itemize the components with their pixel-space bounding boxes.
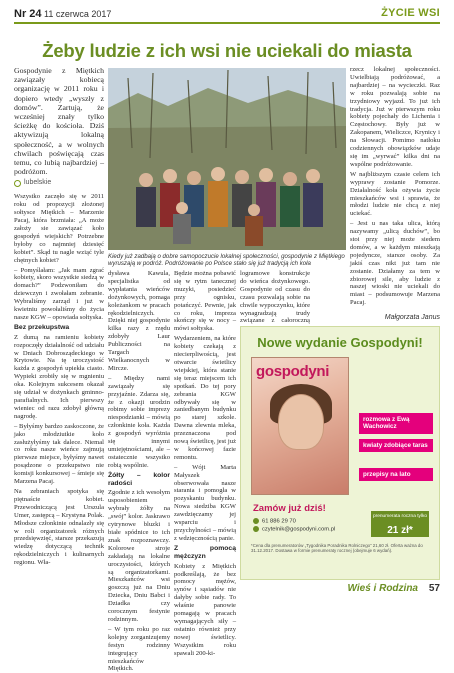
group-photo-image <box>108 68 346 250</box>
region-text: lubelskie <box>24 179 52 187</box>
magazine-cover <box>251 357 349 495</box>
issue-date: 11 czerwca 2017 <box>44 9 112 19</box>
paragraph: Wydarzeniem, na które kobiety czekają z niecierpliwością, jest otwarcie świetlicy wiejskiej, która stanie się teraz miejscem ich spotkań. Do tej pory zebrania KGW odbywały się w zaniedbanym budynku po starej szkole. Dawna zlewnia mleka, przeznaczona pod nową świetlicę, jest już w końcowej fazie remontu. <box>174 335 236 461</box>
ad-title: Nowe wydanie Gospodyni! <box>257 335 423 350</box>
group-photo <box>108 68 346 250</box>
paragraph: – Byłyśmy bardzo zaskoczone, że jako młodziutkie koło zasłużyłyśmy tak dalece. Niemal co roku nasze wieńce zajmują pierwsze miejsce, byłyśmy nawet posądzone o przekupstwo nie komisji konkursowej – śmieje się Marzena Pacaj. <box>14 422 104 486</box>
phone-icon <box>253 518 259 524</box>
ad-tag-interview: rozmowa z Ewą Wachowicz <box>359 413 433 434</box>
paragraph: – W tym roku po raz kolejny zorganizujemy festyn rodzinny integrujący mieszkańców Miętkich. <box>108 625 170 673</box>
ad-tag-flowers: kwiaty zdobiące taras <box>359 439 433 452</box>
ad-footnote: *Cena dla prenumeratorów „Tygodnika Poradnika Rolniczego” 21,60 zł. Oferta ważna do 31.12.2017. Dostawa w formie prenumeraty rocznej (obejmuje 6 wydań). <box>251 543 423 554</box>
issue-number: Nr 24 <box>14 8 42 20</box>
section-title: ŻYCIE WSI <box>381 7 440 19</box>
paragraph: Na zebraniach spotyka się piętnaście kobiet. Przewodniczącą jest Urszula Umer, zastępcą – Krystyna Polak. Młodsze członkinie odnalazły się w roli organizatorek różnych przedsięwzięć, starsze przekazują wiedzę dotyczącą technik rękodzielniczych i kulinarnych regionu. Wła- <box>14 487 104 567</box>
order-now-text[interactable]: Zamów już dziś! <box>253 503 326 514</box>
footer-brand: Wieś i Rodzina <box>347 583 418 594</box>
issue-info <box>14 8 111 20</box>
column-5 <box>350 66 440 312</box>
paragraph: Z dumą na ramieniu kobiety rozpoczęły działalność od udziału w Dniach Dobrosządeckiego w Krytowie. Na tę uroczystość każda z gospodyń upiekła ciasto. Wypieki zrobiły się w mgnieniu oka. Kolejnym sukcesem okazał się udział w dożynkach gminno-parafialnych. Ich pierwszy wieniec od razu zdobył główną nagrodę. <box>14 333 104 420</box>
cover-logo: gospodyni <box>256 363 330 380</box>
location-pin-icon <box>14 180 21 187</box>
subheading: Bez przekupstwa <box>14 323 70 331</box>
paragraph: logramowe konstrukcje do wieńca dożynkowego. Gospodynie od czasu do czasu pozwalają sobie na chwile wypoczynku, które wynagradzają trudy związane z całoroczną <box>240 270 310 325</box>
column-1 <box>14 66 104 594</box>
cover-portrait <box>278 394 324 450</box>
price-label: prenumerata roczna tylko <box>372 514 428 519</box>
page-number: 57 <box>428 583 440 594</box>
photo-caption: Kiedy już zadbają o dobre samopoczucie lokalnej społeczności, gospodynie z Miętkiego wyruszają w podróż. Podróżowanie po Polsce stało się już tradycją ich koła <box>108 253 345 268</box>
paragraph: – Wójt Marta Małyszek obserwowała nasze starania i pomogła w pozyskaniu budynku. Nowa siedziba KGW zawdzięczamy jej wsparciu i przychylności – mówią z wdzięcznością panie. <box>174 463 236 542</box>
paragraph: Wszystko zaczęło się w 2011 roku od propozycji złożonej sołtysce Miętkich – Marzenie Pacaj, która brzmiała: „A może założy sie zawiązać koło gospodyń wiejskich? Potrzebne byłoby co najmniej dziesięć kobiet”. Skąd tu nagle wziąć tyle chętnych kobiet? <box>14 193 104 264</box>
paragraph: – Jest u nas taka ulica, którą nazywamy „ulicą duchów”, bo stoi przy niej może siedem domów, a w każdym mieszkają pojedyncze, starsze osoby. Za jakiś czas nikt już tam nie zostanie. Działamy za tem w zbiorowej sile, aby ludzie z naszej wioski nie uciekali do miast – podsumowuje Marzena Pacaj. <box>350 220 440 307</box>
ad-email[interactable]: czytelnik@gospodyni.com.pl <box>262 526 336 533</box>
ad-phone[interactable]: 61 886 29 70 <box>262 518 296 525</box>
ad-tag-recipes: przepisy na lato <box>359 468 433 481</box>
paragraph: rzecz lokalnej społeczności. Uwielbiają podróżować, a najbardziej – na wycieczki. Raz w roku pozwalają sobie na trzydniowy wyjazd. To już ich tradycja. Już w pierwszym roku kobiety pojechały do Lichenia i Częstochowy. Były już w Zakopanem, Wieliczce, Krynicy i na Słowacji. Pomimo natłoku codziennych obowiązków udaje się im „wyrwać” kilka dni na wspólne podróżowanie. <box>350 66 440 168</box>
article-lead: Gospodynie z Miętkich zawiązały kobiecą organizację w 2011 roku i dopiero wtedy „wyszły z domów”. Zartują, że wcześniej znały tylko ścieżkę do kościoła. Dziś aktywizują lokalną społeczność, a w wolnych chwilach poświęcają czas temu, co lubią najbardziej – podróżom. <box>14 66 104 177</box>
paragraph: Kobiety z Miętkich podkreślają, że bez pomocy mężów, synów i sąsiadów nie dałyby sobie rady. To właśnie panowie pomagają w pracach wymagających siły – ostatnio również przy nowej świetlicy. Wszystkim roku spawali 200-ki- <box>174 562 236 657</box>
paragraph: dysława Kawula, specjalistka od wypłatania wieńców dożynkowych, pomaga koleżankom w pracach rękodzielniczych. Dzięki niej gospodynie kilka razy z rzędu zdobyły Laur Publiczności na Targach Wielkanocnych w Mircze. <box>108 270 170 372</box>
paragraph: – Pomyślałam: „Jak mam zgrać kobiety, skoro wszystkie siedzą w domach?” Podzwoniłam do dziewczyn i zwołałam zebranie. Wybraliśmy zarząd i już w kwietniu powołaliśmy do życia nasze KGW – opowiada sołtyska. <box>14 266 104 321</box>
column-2 <box>108 270 170 673</box>
header-divider <box>14 22 440 24</box>
paragraph: – Między nami zawiązały się przyjaźnie. Zdarza się, że z okazji urodzin robimy sobie imprezy niespodzianki – mówią członkinie koła. Każda z gospodyń wyróżnia się innymi umiejętnościami, ale – ostatecznie wszystko robią wspólnie. <box>108 374 170 469</box>
region-label <box>14 179 104 187</box>
paragraph: Zgodnie z ich wesołym usposobieniem wybrały żółty na „swój” kolor. Jaskrawo cytrynowe bluzki i białe spódnice to ich znak rozpoznawczy. Kolorowe stroje zakładają na lokalne uroczystości, których są organizatorkami. Mieszkańców wsi goszczą już na Dniu Dziecka, Dniu Babci i Dziadka czy corocznym festynie rodzinnym. <box>108 489 170 623</box>
article-headline: Żeby ludzie z ich wsi nie uciekali do miasta <box>42 40 412 61</box>
paragraph: Będzie można pobawić się w rytm tanecznej muzyki, posiedzieć przy ognisku, potańczyć. Pewnie, jak co roku, impreza skończy się w nocy – mówi sołtyska. <box>174 270 236 333</box>
article-author: Małgorzata Janus <box>384 314 440 321</box>
ad-contact <box>253 518 335 535</box>
column-3 <box>174 270 236 657</box>
price-value: 21 zł* <box>387 524 413 536</box>
email-icon <box>253 526 259 532</box>
subheading: Żółty – kolor radości <box>108 471 170 487</box>
subheading: Z pomocą mężczyzn <box>174 544 236 560</box>
price-badge <box>371 511 429 537</box>
magazine-advertisement[interactable] <box>240 326 440 580</box>
paragraph: W najbliższym czasie celem ich wyprawy zostanie Pomorze. Działalność koła ożywia życie mieszkańców wsi i sprawia, że młodzi ludzie nie chcą z niej uciekać. <box>350 170 440 218</box>
column-4a <box>240 270 310 324</box>
